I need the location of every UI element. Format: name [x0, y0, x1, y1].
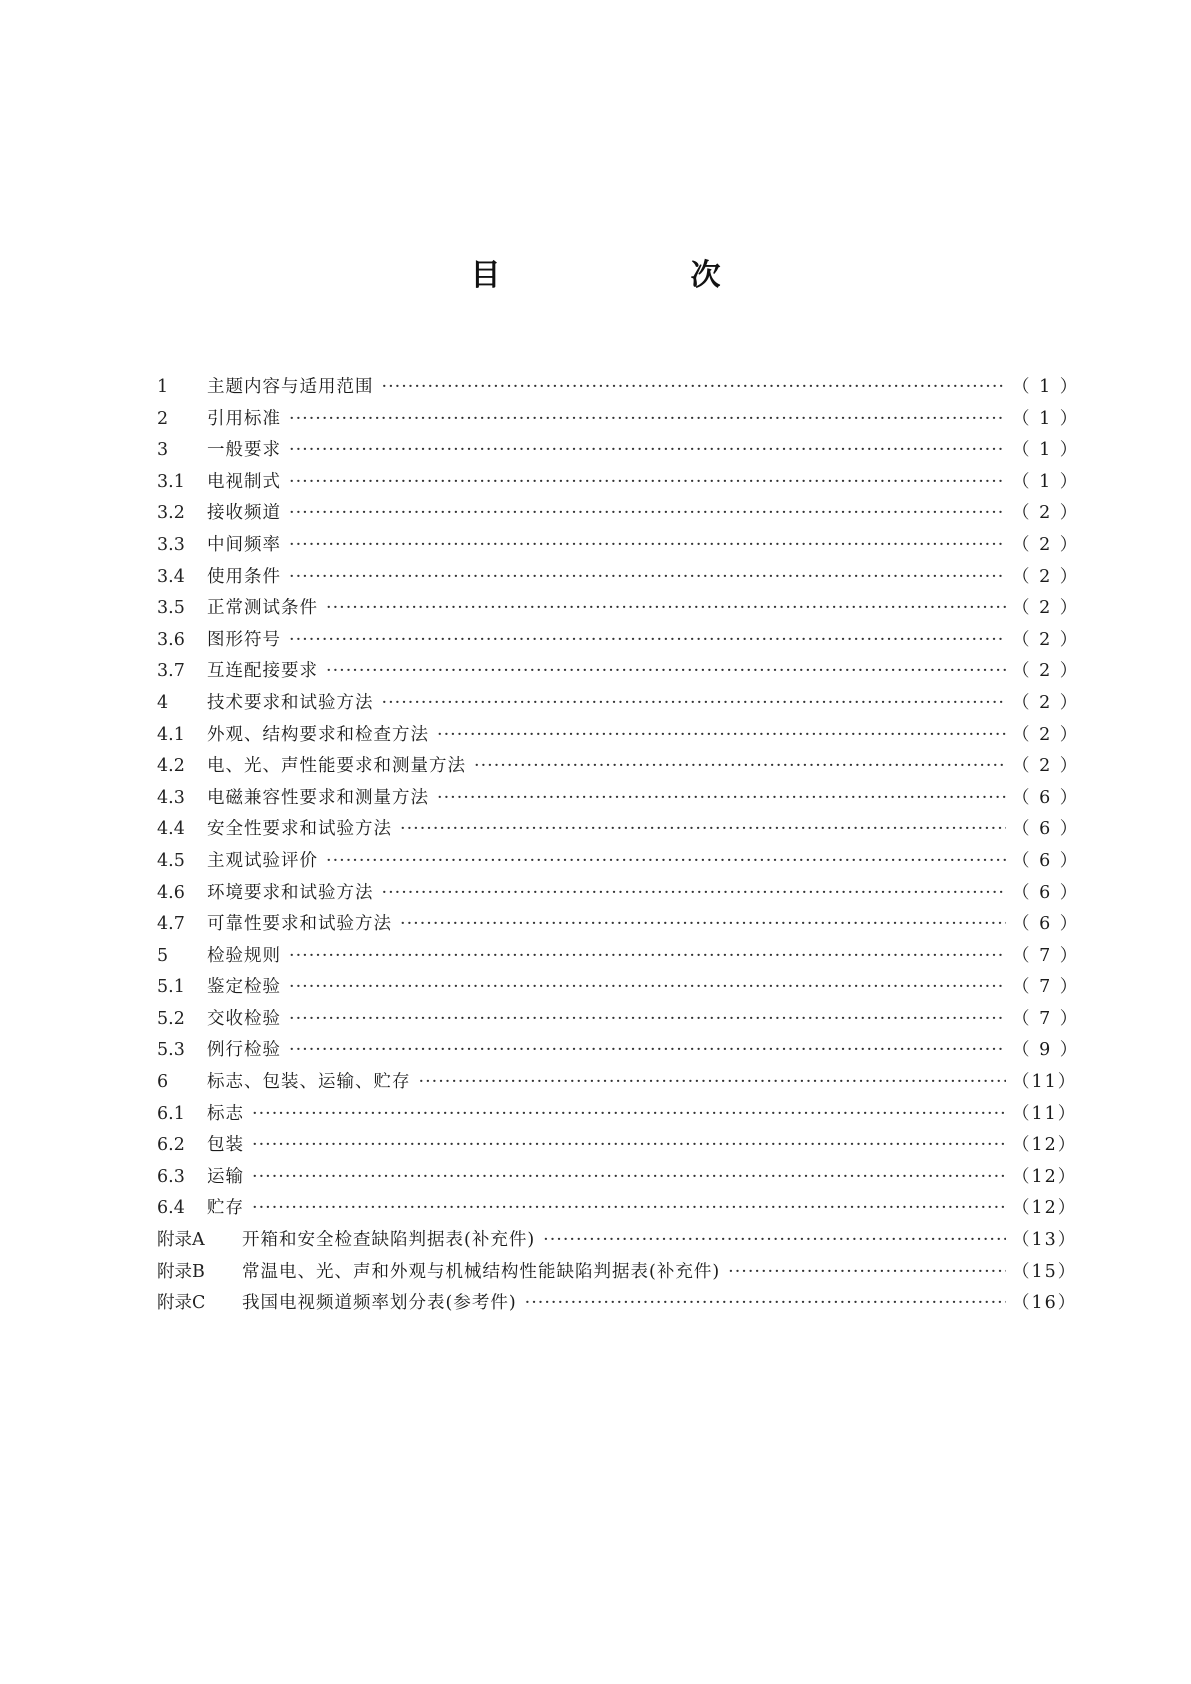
- toc-leader-dots: [382, 878, 1007, 910]
- toc-leader-dots: [289, 530, 1006, 562]
- toc-leader-dots: [252, 1099, 1006, 1131]
- toc-entry[interactable]: [157, 1035, 1080, 1067]
- toc-leader-dots: [289, 625, 1006, 657]
- toc-entry-title: 交收检验: [207, 1008, 281, 1029]
- toc-entry-number: 3.6: [157, 629, 185, 650]
- toc-entry-page: （15）: [1012, 1261, 1078, 1282]
- toc-entry-page: （ 6 ）: [1012, 819, 1080, 840]
- toc-entry-page: （ 9 ）: [1012, 1040, 1080, 1061]
- toc-leader-dots: [252, 1193, 1006, 1225]
- toc-entry-number: 3.4: [157, 566, 185, 587]
- toc-entry[interactable]: [157, 1099, 1078, 1131]
- toc-entry-page: （12）: [1012, 1135, 1078, 1156]
- toc-entry-title: 贮存: [207, 1198, 244, 1219]
- toc-entry-number: 6.4: [157, 1198, 185, 1219]
- toc-entry-number: 6.1: [157, 1103, 185, 1124]
- toc-entry-page: （12）: [1012, 1198, 1078, 1219]
- toc-entry-title: 常温电、光、声和外观与机械结构性能缺陷判据表(补充件): [242, 1261, 721, 1282]
- toc-entry-number: 5.3: [157, 1040, 185, 1061]
- toc-leader-dots: [728, 1257, 1006, 1289]
- toc-entry[interactable]: [157, 941, 1080, 973]
- toc-entry-title: 电磁兼容性要求和测量方法: [207, 787, 429, 808]
- toc-entry[interactable]: [157, 467, 1080, 499]
- toc-entry[interactable]: [157, 846, 1080, 878]
- toc-entry[interactable]: [157, 720, 1080, 752]
- toc-entry-title: 外观、结构要求和检查方法: [207, 724, 429, 745]
- toc-entry-page: （ 2 ）: [1012, 503, 1080, 524]
- toc-entry[interactable]: [157, 404, 1080, 436]
- toc-entry-number: 附录A: [157, 1230, 205, 1251]
- toc-entry-page: （ 2 ）: [1012, 661, 1080, 682]
- toc-entry-title: 主题内容与适用范围: [207, 377, 374, 397]
- toc-entry-page: （ 7 ）: [1012, 1008, 1080, 1029]
- toc-entry-number: 5.2: [157, 1008, 185, 1029]
- toc-entry-page: （ 1 ）: [1012, 377, 1080, 397]
- toc-entry-number: 4: [157, 692, 169, 713]
- toc-entry[interactable]: [157, 1225, 1078, 1257]
- toc-entry-page: （ 1 ）: [1012, 440, 1080, 461]
- toc-entry[interactable]: [157, 656, 1080, 688]
- toc-entry-page: （ 2 ）: [1012, 534, 1080, 555]
- toc-entry-number: 1: [157, 377, 169, 397]
- toc-leader-dots: [252, 1130, 1006, 1162]
- toc-leader-dots: [289, 467, 1006, 499]
- toc-entry-number: 6.3: [157, 1166, 185, 1187]
- toc-entry-number: 6: [157, 1072, 169, 1093]
- toc-entry-title: 使用条件: [207, 566, 281, 587]
- toc-entry-title: 安全性要求和试验方法: [207, 819, 392, 840]
- toc-entry-number: 4.2: [157, 756, 185, 777]
- toc-leader-dots: [289, 941, 1006, 973]
- toc-leader-dots: [382, 688, 1007, 720]
- toc-leader-dots: [289, 1004, 1006, 1036]
- toc-entry-title: 主观试验评价: [207, 850, 318, 871]
- toc-entry[interactable]: [157, 1257, 1078, 1289]
- toc-leader-dots: [326, 656, 1006, 688]
- toc-entry-page: （ 2 ）: [1012, 629, 1080, 650]
- toc-entry-title: 开箱和安全检查缺陷判据表(补充件): [242, 1230, 536, 1251]
- toc-entry-number: 5.1: [157, 977, 185, 998]
- toc-entry-number: 4.7: [157, 914, 185, 935]
- toc-entry-title: 运输: [207, 1166, 244, 1187]
- toc-leader-dots: [289, 498, 1006, 530]
- toc-entry-page: （ 1 ）: [1012, 408, 1080, 429]
- toc-entry[interactable]: [157, 1162, 1078, 1194]
- toc-leader-dots: [326, 846, 1006, 878]
- toc-entry-number: 4.3: [157, 787, 185, 808]
- toc-entry-page: （ 6 ）: [1012, 882, 1080, 903]
- toc-entry-title: 一般要求: [207, 440, 281, 461]
- toc-entry-page: （ 2 ）: [1012, 598, 1080, 619]
- toc-entry[interactable]: [157, 751, 1080, 783]
- toc-entry-number: 6.2: [157, 1135, 185, 1156]
- toc-entry-title: 环境要求和试验方法: [207, 882, 374, 903]
- toc-entry-number: 5: [157, 945, 169, 966]
- toc-entry-page: （ 1 ）: [1012, 471, 1080, 492]
- toc-entry[interactable]: [157, 1193, 1078, 1225]
- toc-entry-page: （ 2 ）: [1012, 756, 1080, 777]
- toc-entry-number: 3.3: [157, 534, 185, 555]
- toc-entry-title: 接收频道: [207, 503, 281, 524]
- toc-leader-dots: [400, 909, 1006, 941]
- toc-leader-dots: [525, 1288, 1006, 1320]
- toc-entry-title: 电、光、声性能要求和测量方法: [207, 756, 466, 777]
- toc-entry[interactable]: [157, 593, 1080, 625]
- toc-entry[interactable]: [157, 909, 1080, 941]
- toc-entry-page: （ 2 ）: [1012, 692, 1080, 713]
- toc-entry-number: 4.1: [157, 724, 185, 745]
- toc-leader-dots: [382, 372, 1007, 404]
- toc-leader-dots: [289, 1035, 1006, 1067]
- toc-entry-page: （11）: [1012, 1103, 1078, 1124]
- toc-leader-dots: [400, 814, 1006, 846]
- toc-entry-title: 技术要求和试验方法: [207, 692, 374, 713]
- toc-entry-page: （11）: [1012, 1072, 1078, 1093]
- toc-entry-page: （ 6 ）: [1012, 914, 1080, 935]
- toc-leader-dots: [289, 435, 1006, 467]
- toc-leader-dots: [289, 562, 1006, 594]
- toc-entry-number: 2: [157, 408, 169, 429]
- toc-entry-title: 包装: [207, 1135, 244, 1156]
- toc-entry-number: 4.5: [157, 850, 185, 871]
- toc-entry[interactable]: [157, 435, 1080, 467]
- toc-entry[interactable]: [157, 1288, 1078, 1320]
- toc-entry-title: 标志: [207, 1103, 244, 1124]
- toc-entry-page: （16）: [1012, 1293, 1078, 1314]
- toc-entry-number: 4.6: [157, 882, 185, 903]
- toc-entry-number: 3.5: [157, 598, 185, 619]
- toc-entry-page: （ 6 ）: [1012, 850, 1080, 871]
- toc-entry-number: 3.7: [157, 661, 185, 682]
- toc-entry[interactable]: [157, 972, 1080, 1004]
- toc-entry-page: （ 7 ）: [1012, 945, 1080, 966]
- toc-entry-title: 互连配接要求: [207, 661, 318, 682]
- toc-entry-title: 电视制式: [207, 471, 281, 492]
- toc-entry-title: 我国电视频道频率划分表(参考件): [242, 1293, 517, 1314]
- toc-entry-title: 检验规则: [207, 945, 281, 966]
- toc-entry[interactable]: [157, 372, 1080, 404]
- toc-leader-dots: [289, 972, 1006, 1004]
- toc-leader-dots: [543, 1225, 1006, 1257]
- toc-entry[interactable]: [157, 878, 1080, 910]
- toc-leader-dots: [289, 404, 1006, 436]
- toc-entry-title: 正常测试条件: [207, 598, 318, 619]
- toc-entry[interactable]: [157, 783, 1080, 815]
- toc-entry-number: 3.1: [157, 471, 185, 492]
- toc-entry-page: （ 6 ）: [1012, 787, 1080, 808]
- toc-leader-dots: [326, 593, 1006, 625]
- toc-entry[interactable]: [157, 814, 1080, 846]
- toc-entry-title: 可靠性要求和试验方法: [207, 914, 392, 935]
- toc-entry[interactable]: [157, 1130, 1078, 1162]
- toc-entry[interactable]: [157, 1067, 1078, 1099]
- toc-leader-dots: [252, 1162, 1006, 1194]
- table-of-contents: [157, 372, 1080, 1320]
- toc-leader-dots: [437, 720, 1006, 752]
- toc-entry-page: （12）: [1012, 1166, 1078, 1187]
- toc-leader-dots: [474, 751, 1006, 783]
- toc-entry-number: 3.2: [157, 503, 185, 524]
- toc-entry-number: 4.4: [157, 819, 185, 840]
- toc-entry-page: （ 2 ）: [1012, 724, 1080, 745]
- toc-entry-title: 例行检验: [207, 1040, 281, 1061]
- toc-entry-title: 中间频率: [207, 534, 281, 555]
- toc-leader-dots: [419, 1067, 1007, 1099]
- toc-entry-title: 鉴定检验: [207, 977, 281, 998]
- toc-entry[interactable]: [157, 1004, 1080, 1036]
- toc-entry-title: 引用标准: [207, 408, 281, 429]
- toc-entry-title: 标志、包装、运输、贮存: [207, 1072, 411, 1093]
- toc-entry[interactable]: [157, 688, 1080, 720]
- toc-entry-page: （13）: [1012, 1230, 1078, 1251]
- toc-entry-number: 附录C: [157, 1293, 206, 1314]
- toc-entry[interactable]: [157, 498, 1080, 530]
- toc-entry-page: （ 7 ）: [1012, 977, 1080, 998]
- toc-entry-number: 附录B: [157, 1261, 205, 1282]
- toc-entry[interactable]: [157, 530, 1080, 562]
- toc-entry[interactable]: [157, 625, 1080, 657]
- toc-entry[interactable]: [157, 562, 1080, 594]
- toc-leader-dots: [437, 783, 1006, 815]
- toc-entry-number: 3: [157, 440, 169, 461]
- toc-entry-page: （ 2 ）: [1012, 566, 1080, 587]
- toc-entry-title: 图形符号: [207, 629, 281, 650]
- page-title: 目 次: [470, 258, 801, 293]
